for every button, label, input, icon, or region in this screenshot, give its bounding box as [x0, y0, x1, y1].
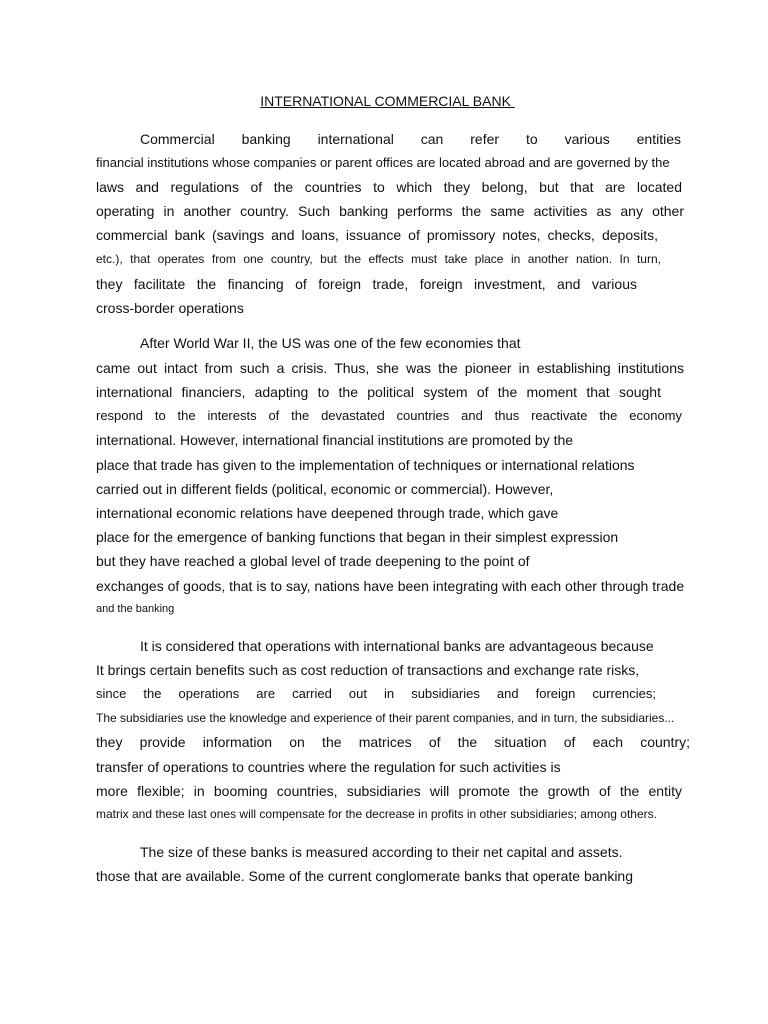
paragraph-line: laws and regulations of the countries to which they belong, but that are located: [96, 179, 682, 195]
paragraph-line: It is considered that operations with international banks are advantageous because: [140, 638, 654, 654]
paragraph-line: financial institutions whose companies or parent offices are located abroad and are governed by the: [96, 155, 670, 170]
paragraph-line: commercial bank (savings and loans, issuance of promissory notes, checks, deposits,: [96, 227, 658, 243]
paragraph-line: respond to the interests of the devastated countries and thus reactivate the economy: [96, 408, 682, 423]
paragraph-line: After World War II, the US was one of the few economies that: [140, 335, 521, 351]
paragraph-line: etc.), that operates from one country, but the effects must take place in another nation. In turn,: [96, 252, 661, 266]
paragraph-line: operating in another country. Such banking performs the same activities as any other: [96, 203, 684, 219]
paragraph-line: It brings certain benefits such as cost reduction of transactions and exchange rate risks,: [96, 662, 640, 678]
paragraph-line: international financiers, adapting to the political system of the moment that sought: [96, 384, 661, 400]
paragraph-line: more flexible; in booming countries, subsidiaries will promote the growth of the entity: [96, 783, 682, 799]
paragraph-line: The subsidiaries use the knowledge and experience of their parent companies, and in turn, the subsidiaries...: [96, 711, 675, 725]
paragraph-line: those that are available. Some of the current conglomerate banks that operate banking: [96, 868, 634, 884]
paragraph-line: cross-border operations: [96, 300, 244, 316]
paragraph-line: international. However, international financial institutions are promoted by the: [96, 432, 574, 448]
paragraph-line: place for the emergence of banking functions that began in their simplest expression: [96, 529, 619, 545]
paragraph-line: carried out in different fields (political, economic or commercial). However,: [96, 481, 554, 497]
paragraph-line: they provide information on the matrices of the situation of each country;: [96, 734, 690, 750]
paragraph-line: The size of these banks is measured according to their net capital and assets.: [140, 844, 623, 860]
paragraph-line: but they have reached a global level of trade deepening to the point of: [96, 553, 530, 569]
paragraph-line: place that trade has given to the implementation of techniques or international relations: [96, 457, 635, 473]
paragraph-line: and the banking: [96, 603, 175, 615]
paragraph-line: since the operations are carried out in subsidiaries and foreign currencies;: [96, 686, 656, 701]
paragraph-line: matrix and these last ones will compensate for the decrease in profits in other subsidiaries; among others.: [96, 807, 657, 821]
paragraph-line: came out intact from such a crisis. Thus, she was the pioneer in establishing institutions: [96, 360, 684, 376]
paragraph-line: international economic relations have deepened through trade, which gave: [96, 505, 559, 521]
paragraph-line: they facilitate the financing of foreign trade, foreign investment, and various: [96, 276, 637, 292]
paragraph-line: exchanges of goods, that is to say, nations have been integrating with each other through trade: [96, 578, 685, 594]
paragraph-line: Commercial banking international can refer to various entities: [140, 131, 681, 147]
paragraph-line: transfer of operations to countries where the regulation for such activities is: [96, 759, 561, 775]
document-title: INTERNATIONAL COMMERCIAL BANK: [260, 93, 515, 109]
